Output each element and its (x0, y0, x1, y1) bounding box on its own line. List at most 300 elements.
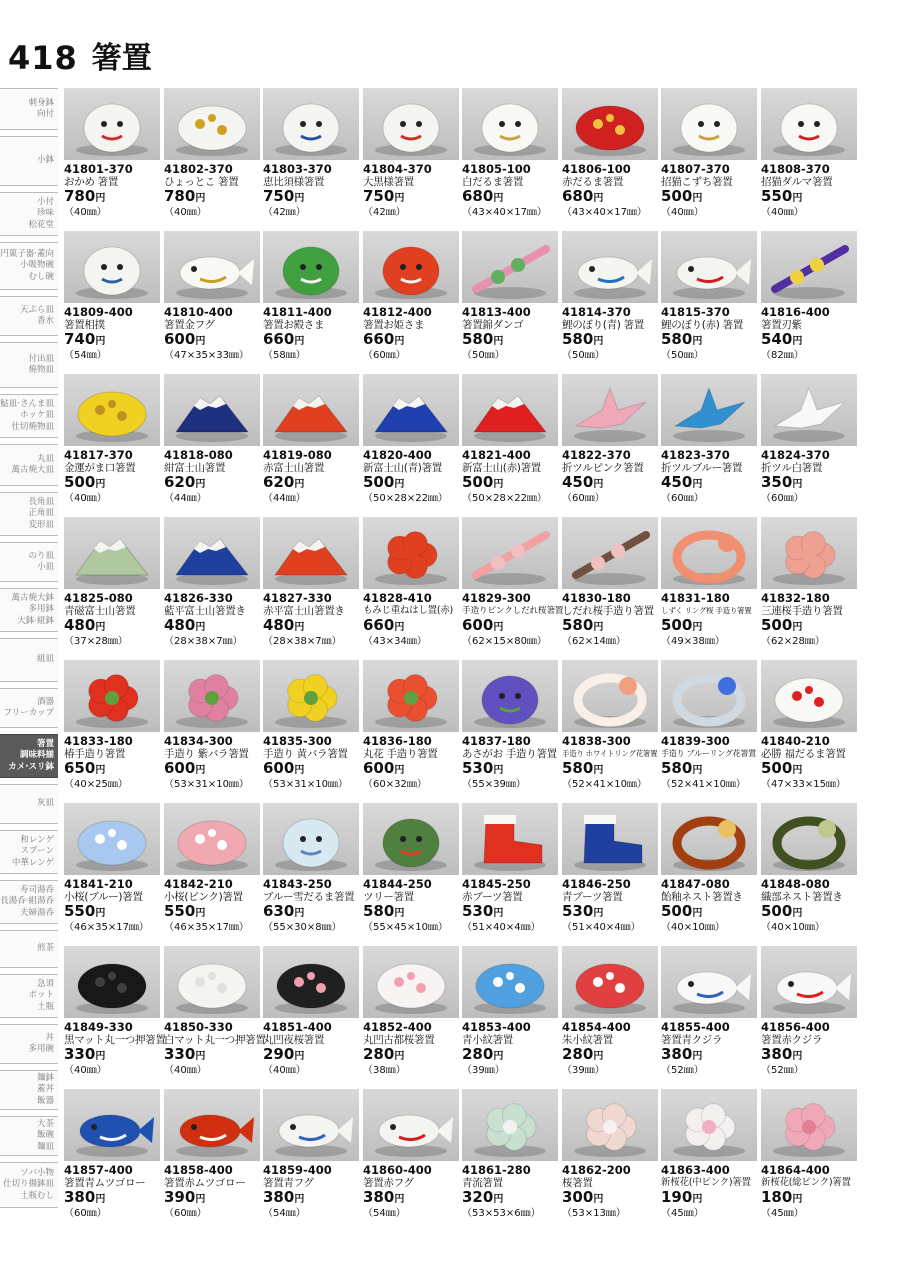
product-code: 41832-180 (761, 591, 830, 605)
product-size: （40㎜） (64, 493, 107, 504)
sidebar-category[interactable] (0, 492, 58, 536)
price-unit: 円 (792, 479, 803, 490)
product-name: 折ツル白箸置 (761, 462, 823, 474)
product-name: 桜箸置 (562, 1177, 593, 1189)
product-photo (363, 946, 459, 1018)
product-card[interactable] (562, 231, 658, 362)
sidebar-category[interactable] (0, 296, 58, 336)
product-price (363, 188, 459, 207)
product-price (462, 1046, 558, 1065)
price-value: 550 (64, 902, 96, 920)
product-card[interactable] (164, 803, 260, 934)
price-value: 580 (562, 616, 594, 634)
product-card[interactable] (64, 88, 160, 219)
sidebar-category-label: 長湯呑·組湯呑 (0, 896, 54, 907)
product-size: （47×35×33㎜） (164, 350, 249, 361)
price-unit: 円 (294, 1051, 305, 1062)
product-card[interactable] (164, 231, 260, 362)
product-card[interactable] (363, 946, 459, 1077)
product-card[interactable] (462, 374, 558, 505)
red-fuji-round-icon (462, 374, 558, 446)
sidebar-category[interactable] (0, 588, 58, 632)
cherry-branch-icon (562, 517, 658, 589)
product-size: （53×31×10㎜） (263, 779, 348, 790)
price-value: 660 (263, 330, 295, 348)
product-size: （60㎜） (761, 493, 804, 504)
product-card[interactable] (661, 517, 757, 648)
kyoto-sakura-pebble-icon (363, 946, 459, 1018)
round-flower-icon (363, 660, 459, 732)
product-card[interactable] (363, 803, 459, 934)
product-photo (562, 231, 658, 303)
product-name: 三連桜手造り箸置 (761, 605, 843, 617)
product-code: 41824-370 (761, 448, 830, 462)
product-name: 折ツルブルー箸置 (661, 462, 743, 474)
price-unit: 円 (593, 908, 604, 919)
product-name: 手造り 紫バラ箸置 (164, 748, 249, 760)
product-card[interactable] (661, 803, 757, 934)
price-value: 350 (761, 473, 793, 491)
price-unit: 円 (195, 193, 206, 204)
blue-fuji-icon (363, 374, 459, 446)
product-card[interactable] (462, 517, 564, 648)
product-name: 手造りピンクしだれ桜箸置 (462, 606, 564, 616)
price-unit: 円 (593, 479, 604, 490)
product-size: （39㎜） (462, 1065, 505, 1076)
product-name: 赤平富士山箸置き (263, 605, 345, 617)
navy-fuji-icon (164, 374, 260, 446)
snowman-icon (263, 803, 359, 875)
sidebar-category[interactable] (0, 1024, 58, 1064)
product-code: 41838-300 (562, 734, 631, 748)
product-code: 41801-370 (64, 162, 133, 176)
product-card[interactable] (64, 231, 160, 362)
product-card[interactable] (263, 803, 359, 934)
product-card[interactable] (363, 88, 459, 219)
price-value: 380 (263, 1188, 295, 1206)
product-price (363, 1046, 459, 1065)
price-value: 780 (64, 187, 96, 205)
product-card[interactable] (761, 946, 857, 1077)
product-size: （43×40×17㎜） (562, 207, 647, 218)
price-value: 500 (661, 902, 693, 920)
price-value: 190 (661, 1188, 693, 1206)
product-size: （40㎜） (164, 207, 207, 218)
price-unit: 円 (692, 193, 703, 204)
product-card[interactable] (562, 803, 658, 934)
sidebar-category[interactable] (0, 734, 58, 778)
price-unit: 円 (394, 479, 405, 490)
product-name: あさがお 手造り箸置 (462, 748, 557, 760)
product-photo (562, 374, 658, 446)
product-size: （52㎜） (761, 1065, 804, 1076)
price-value: 300 (562, 1188, 594, 1206)
sidebar-category-label: 仕切焼物皿 (11, 421, 54, 432)
product-card[interactable] (562, 88, 658, 219)
product-card[interactable] (363, 1089, 459, 1220)
product-card[interactable] (64, 374, 160, 505)
product-card[interactable] (661, 1089, 757, 1220)
product-code: 41823-370 (661, 448, 730, 462)
product-photo (64, 231, 160, 303)
product-card[interactable] (661, 374, 757, 505)
product-photo (164, 231, 260, 303)
product-code: 41825-080 (64, 591, 133, 605)
sidebar-category[interactable] (0, 784, 58, 824)
price-value: 530 (562, 902, 594, 920)
product-photo (462, 946, 558, 1018)
product-code: 41812-400 (363, 305, 432, 319)
pink-rose-icon (164, 660, 260, 732)
price-unit: 円 (294, 1194, 305, 1205)
product-card[interactable] (263, 1089, 359, 1220)
product-name: 招猫ダルマ箸置 (761, 176, 833, 188)
price-value: 480 (64, 616, 96, 634)
price-unit: 円 (493, 765, 504, 776)
product-card[interactable] (462, 1089, 558, 1220)
product-photo (462, 660, 558, 732)
product-code: 41818-080 (164, 448, 233, 462)
product-card[interactable] (164, 517, 260, 648)
product-code: 41839-300 (661, 734, 730, 748)
price-unit: 円 (593, 193, 604, 204)
product-size: （51×40×4㎜） (562, 922, 641, 933)
product-size: （43×40×17㎜） (462, 207, 547, 218)
white-crane-icon (761, 374, 857, 446)
product-photo (363, 88, 459, 160)
product-card[interactable] (661, 231, 757, 362)
product-name: 青磁富士山箸置 (64, 605, 136, 617)
price-unit: 円 (294, 622, 305, 633)
product-size: （55×30×8㎜） (263, 922, 342, 933)
product-card[interactable] (462, 231, 558, 362)
product-card[interactable] (363, 374, 459, 505)
product-photo (263, 946, 359, 1018)
drop-ring-icon (661, 517, 757, 589)
product-card[interactable] (263, 517, 359, 648)
product-card[interactable] (263, 88, 359, 219)
sidebar-category-label: 付出皿 (28, 353, 54, 364)
product-card[interactable] (64, 517, 160, 648)
sidebar-category[interactable] (0, 342, 58, 388)
triple-sakura-icon (761, 517, 857, 589)
product-code: 41828-410 (363, 591, 432, 605)
product-size: （60㎜） (363, 350, 406, 361)
product-code: 41847-080 (661, 877, 730, 891)
product-card[interactable] (263, 660, 359, 791)
product-photo (661, 231, 757, 303)
product-card[interactable] (761, 517, 857, 648)
sidebar-category-label: 鮎皿·さんま皿 (0, 398, 54, 409)
product-price (562, 760, 658, 779)
product-row (64, 88, 860, 231)
product-card[interactable] (562, 660, 658, 791)
sidebar-category-label: 飯碗 (36, 1130, 54, 1141)
sidebar-category-label: 調味料揃 (19, 750, 54, 761)
product-photo (462, 803, 558, 875)
product-card[interactable] (462, 803, 558, 934)
product-price (263, 1046, 359, 1065)
sidebar-category-label: 小吸物碗 (19, 260, 54, 271)
product-grid (64, 88, 860, 1232)
product-photo (164, 803, 260, 875)
product-price (462, 760, 558, 779)
product-size: （51×40×4㎜） (462, 922, 541, 933)
product-name: 手造り 黄バラ箸置 (263, 748, 348, 760)
sidebar-category-label: 麺皿 (36, 1141, 54, 1152)
sidebar-category[interactable] (0, 930, 58, 968)
product-code: 41852-400 (363, 1020, 432, 1034)
blue-crane-icon (661, 374, 757, 446)
product-code: 41836-180 (363, 734, 432, 748)
product-card[interactable] (64, 660, 160, 791)
product-price (562, 474, 658, 493)
sidebar-category[interactable] (0, 880, 58, 924)
sidebar-category[interactable] (0, 394, 58, 438)
product-price (462, 903, 558, 922)
sidebar-category-label: 小皿 (36, 562, 54, 572)
sidebar-category[interactable] (0, 1162, 58, 1208)
product-card[interactable] (462, 946, 558, 1077)
product-card[interactable] (761, 660, 857, 791)
sidebar-category-label: 松花堂 (28, 219, 54, 230)
price-unit: 円 (294, 193, 305, 204)
product-price (562, 903, 658, 922)
product-code: 41843-250 (263, 877, 332, 891)
product-card[interactable] (562, 517, 658, 648)
product-card[interactable] (164, 1089, 260, 1220)
product-price (761, 474, 857, 493)
product-card[interactable] (164, 88, 260, 219)
product-row (64, 517, 860, 660)
price-value: 550 (164, 902, 196, 920)
lucky-daruma-pebble-icon (761, 660, 857, 732)
oribe-nest-icon (761, 803, 857, 875)
blue-boot-icon (562, 803, 658, 875)
sidebar-category-label: 仕切り揚鉢皿 (2, 1179, 54, 1190)
amber-nest-icon (661, 803, 757, 875)
product-photo (661, 374, 757, 446)
white-pebble-icon (164, 946, 260, 1018)
product-price (761, 617, 857, 636)
sidebar-category[interactable] (0, 830, 58, 874)
product-photo (761, 88, 857, 160)
product-name: 朱小紋箸置 (562, 1034, 613, 1046)
price-unit: 円 (195, 765, 206, 776)
product-card[interactable] (562, 1089, 658, 1220)
page-number: 418 (8, 39, 78, 77)
product-name: 青ブーツ箸置 (562, 891, 623, 903)
product-code: 41831-180 (661, 591, 730, 605)
price-unit: 円 (294, 479, 305, 490)
product-price (761, 1046, 857, 1065)
price-value: 580 (363, 902, 395, 920)
sidebar-category[interactable] (0, 638, 58, 682)
product-photo (263, 803, 359, 875)
product-code: 41809-400 (64, 305, 133, 319)
product-card[interactable] (661, 660, 757, 791)
product-code: 41806-100 (562, 162, 631, 176)
product-size: （62×28㎜） (761, 636, 825, 647)
product-card[interactable] (761, 1089, 857, 1220)
product-card[interactable] (761, 231, 857, 362)
product-card[interactable] (661, 88, 757, 219)
product-card[interactable] (64, 1089, 160, 1220)
product-photo (761, 803, 857, 875)
product-price (363, 474, 459, 493)
product-photo (761, 946, 857, 1018)
product-card[interactable] (661, 946, 757, 1077)
night-sakura-pebble-icon (263, 946, 359, 1018)
product-card[interactable] (462, 88, 558, 219)
price-unit: 円 (195, 622, 206, 633)
price-unit: 円 (195, 479, 206, 490)
product-card[interactable] (761, 88, 857, 219)
product-name: もみじ重ねはし置(赤) (363, 605, 453, 616)
product-name: 赤ブーツ箸置 (462, 891, 523, 903)
light-pink-sakura-icon (661, 1089, 757, 1161)
price-unit: 円 (792, 908, 803, 919)
product-name: 必勝 福だるま箸置 (761, 748, 846, 760)
product-photo (363, 803, 459, 875)
product-card[interactable] (562, 374, 658, 505)
product-card[interactable] (164, 374, 260, 505)
price-value: 530 (462, 902, 494, 920)
sidebar-category-label: 変形皿 (28, 519, 54, 530)
product-size: （53×53×6㎜） (462, 1208, 541, 1219)
product-photo (164, 660, 260, 732)
product-photo (562, 803, 658, 875)
sidebar-category-label: フリーカップ (3, 708, 54, 718)
sidebar-category-label: 焼物皿 (28, 365, 54, 375)
product-code: 41835-300 (263, 734, 332, 748)
maple-leaf-icon (363, 517, 459, 589)
price-value: 650 (64, 759, 96, 777)
red-fuji-icon (263, 374, 359, 446)
product-size: （60㎜） (64, 1208, 107, 1219)
product-price (661, 1189, 757, 1208)
sidebar-category-label: 麺鉢 (36, 1072, 54, 1083)
sidebar-category[interactable] (0, 542, 58, 582)
sidebar-category-label: 土瓶むし (19, 1190, 54, 1201)
sidebar-category[interactable] (0, 136, 58, 186)
product-photo (164, 946, 260, 1018)
price-value: 500 (761, 759, 793, 777)
price-value: 660 (363, 616, 395, 634)
sidebar-category-label: 萬古焼大皿 (11, 465, 54, 475)
xmas-tree-icon (363, 803, 459, 875)
product-card[interactable] (263, 374, 359, 505)
product-name: しだれ桜手造り箸置 (562, 605, 654, 617)
product-size: （42㎜） (263, 207, 306, 218)
product-card[interactable] (64, 803, 160, 934)
sidebar-category[interactable] (0, 192, 58, 236)
sidebar-category-label: 多用鉢 (28, 604, 54, 615)
product-card[interactable] (462, 660, 558, 791)
product-name: 箸置刃紫 (761, 319, 802, 331)
sidebar-category[interactable] (0, 974, 58, 1018)
full-pink-sakura-icon (761, 1089, 857, 1161)
product-photo (462, 374, 558, 446)
product-photo (263, 88, 359, 160)
product-code: 41815-370 (661, 305, 730, 319)
product-code: 41811-400 (263, 305, 332, 319)
sidebar-category[interactable] (0, 88, 58, 130)
product-card[interactable] (761, 803, 857, 934)
product-photo (661, 1089, 757, 1161)
price-value: 750 (363, 187, 395, 205)
price-unit: 円 (593, 622, 604, 633)
product-name: 箸置赤クジラ (761, 1034, 823, 1046)
product-name: 織部ネスト箸置き (761, 891, 843, 903)
price-unit: 円 (95, 908, 106, 919)
product-code: 41854-400 (562, 1020, 631, 1034)
product-name: 青流箸置 (462, 1177, 503, 1189)
price-value: 450 (661, 473, 693, 491)
sidebar-category-label: ホッケ皿 (19, 410, 54, 421)
price-unit: 円 (394, 765, 405, 776)
price-value: 280 (462, 1045, 494, 1063)
price-value: 540 (761, 330, 793, 348)
sidebar-category-label: 丼 (45, 1032, 54, 1043)
blue-fugu-icon (263, 1089, 359, 1161)
sidebar-category[interactable] (0, 242, 58, 290)
price-unit: 円 (792, 193, 803, 204)
product-card[interactable] (363, 660, 459, 791)
product-card[interactable] (263, 946, 359, 1077)
sidebar-category-label: 丸皿 (36, 453, 54, 464)
product-size: （40㎜） (661, 207, 704, 218)
product-card[interactable] (64, 946, 166, 1077)
product-card[interactable] (263, 231, 359, 362)
product-card[interactable] (164, 946, 266, 1077)
product-size: （60㎜） (164, 1208, 207, 1219)
red-fugu-icon (363, 1089, 459, 1161)
sidebar-category[interactable] (0, 1070, 58, 1110)
product-card[interactable] (164, 660, 260, 791)
product-size: （28×38×7㎜） (263, 636, 342, 647)
sidebar-category-label: むし碗 (28, 271, 54, 282)
product-photo (363, 660, 459, 732)
product-photo (164, 517, 260, 589)
product-code: 41857-400 (64, 1163, 133, 1177)
price-value: 600 (263, 759, 295, 777)
product-card[interactable] (761, 374, 857, 505)
product-size: （52㎜） (661, 1065, 704, 1076)
price-unit: 円 (792, 336, 803, 347)
price-value: 500 (363, 473, 395, 491)
product-card[interactable] (363, 231, 459, 362)
product-name: 大黒様箸置 (363, 176, 414, 188)
sidebar-category-label: 夫婦湯呑 (19, 907, 54, 918)
product-price (363, 617, 459, 636)
price-value: 580 (562, 330, 594, 348)
product-size: （52×41×10㎜） (661, 779, 746, 790)
price-unit: 円 (195, 336, 206, 347)
product-code: 41830-180 (562, 591, 631, 605)
price-unit: 円 (195, 1194, 206, 1205)
sidebar-category[interactable] (0, 1116, 58, 1156)
sidebar-category-label: 円菓子器·蓋向 (0, 248, 54, 259)
product-size: （60㎜） (562, 493, 605, 504)
product-card[interactable] (562, 946, 658, 1077)
price-unit: 円 (95, 336, 106, 347)
product-price (761, 903, 857, 922)
sidebar-category[interactable] (0, 444, 58, 486)
sidebar-category[interactable] (0, 688, 58, 728)
product-code: 41850-330 (164, 1020, 233, 1034)
product-card[interactable] (363, 517, 459, 648)
